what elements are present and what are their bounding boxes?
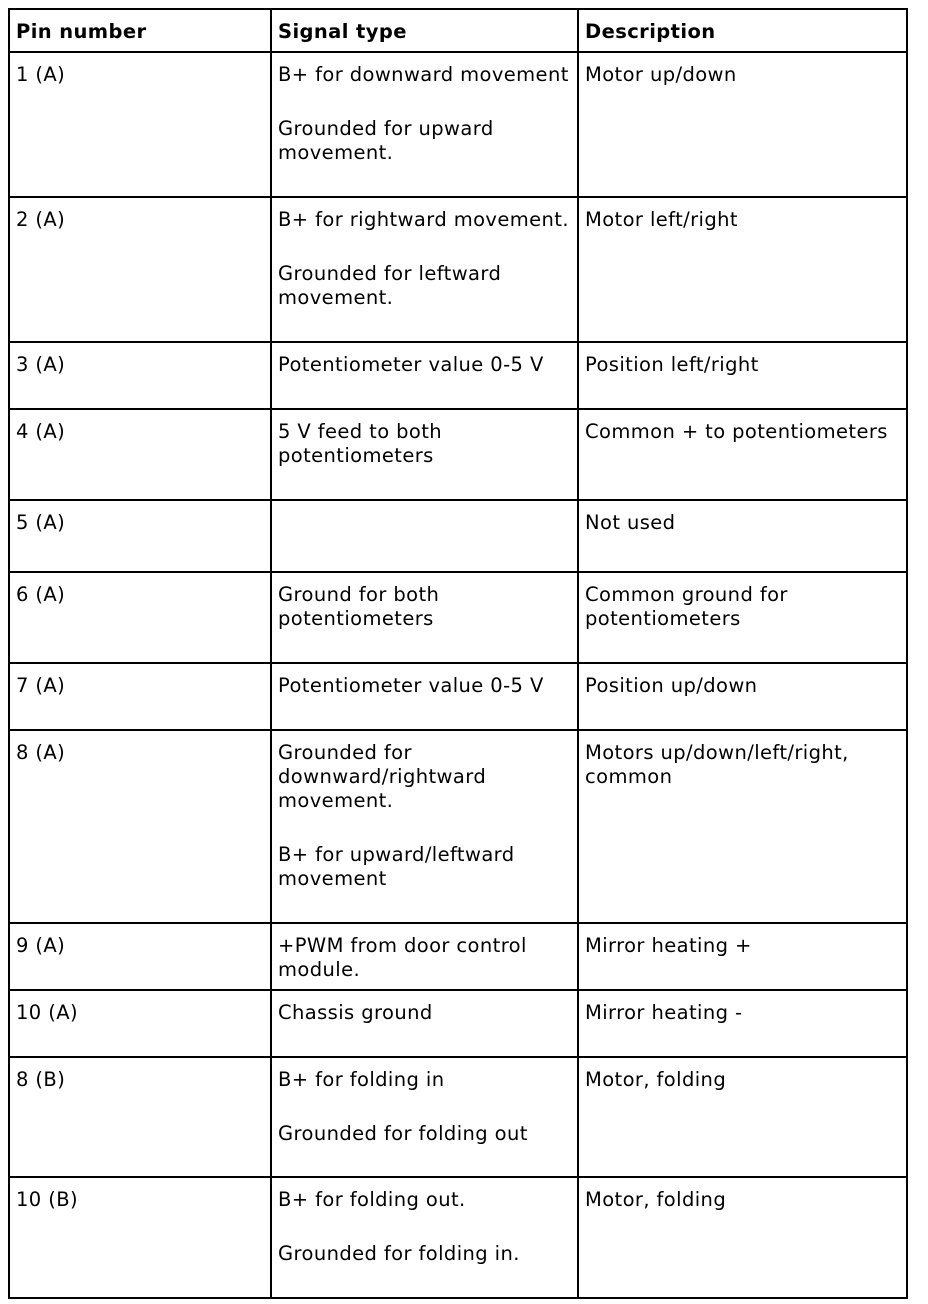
table-row (9, 52, 907, 197)
signal-type-cell (271, 197, 578, 342)
signal-type-text: +PWM from door control module. (278, 934, 527, 981)
table-header (9, 9, 907, 52)
signal-type-text: Potentiometer value 0-5 V (278, 353, 544, 376)
description-cell: Position up/down (578, 663, 907, 730)
signal-type-text: Grounded for upward movement. (278, 117, 494, 164)
description-cell: Motors up/down/left/right, common (578, 730, 907, 923)
description-cell: Common + to potentiometers (578, 409, 907, 500)
signal-type-cell (271, 1057, 578, 1177)
signal-type-text: Grounded for downward/rightward movement. (278, 741, 487, 812)
description-cell: Mirror heating + (578, 923, 907, 990)
signal-type-header: Signal type (271, 9, 578, 52)
table-row (9, 342, 907, 409)
signal-type-cell (271, 663, 578, 730)
table-row (9, 197, 907, 342)
pin-number-cell: 10 (B) (9, 1177, 271, 1298)
table-row (9, 923, 907, 990)
signal-type-cell (271, 409, 578, 500)
table-row (9, 409, 907, 500)
pin-number-cell: 10 (A) (9, 990, 271, 1057)
pin-number-cell: 8 (B) (9, 1057, 271, 1177)
pin-number-cell: 5 (A) (9, 500, 271, 572)
signal-type-cell (271, 1177, 578, 1298)
signal-type-text: B+ for folding out. (278, 1188, 466, 1211)
pin-number-cell: 7 (A) (9, 663, 271, 730)
table-row (9, 1177, 907, 1298)
pin-number-cell: 3 (A) (9, 342, 271, 409)
table-row (9, 990, 907, 1057)
signal-type-text: Grounded for folding out (278, 1122, 528, 1145)
pin-assignment-table (8, 8, 908, 1299)
pin-number-cell: 6 (A) (9, 572, 271, 663)
signal-type-text: Potentiometer value 0-5 V (278, 674, 544, 697)
description-cell: Mirror heating - (578, 990, 907, 1057)
signal-type-text: Grounded for leftward movement. (278, 262, 502, 309)
description-cell: Motor left/right (578, 197, 907, 342)
signal-type-cell (271, 342, 578, 409)
pin-number-cell: 1 (A) (9, 52, 271, 197)
signal-type-text: Ground for both potentiometers (278, 583, 440, 630)
signal-type-text: B+ for upward/leftward movement (278, 843, 515, 890)
table-row (9, 730, 907, 923)
description-header: Description (578, 9, 907, 52)
table-row (9, 500, 907, 572)
description-cell: Common ground for potentiometers (578, 572, 907, 663)
table-row (9, 572, 907, 663)
signal-type-text: Grounded for folding in. (278, 1242, 520, 1265)
description-cell: Motor up/down (578, 52, 907, 197)
signal-type-cell (271, 730, 578, 923)
signal-type-text: 5 V feed to both potentiometers (278, 420, 443, 467)
signal-type-cell (271, 572, 578, 663)
description-cell: Not used (578, 500, 907, 572)
description-cell: Position left/right (578, 342, 907, 409)
signal-type-cell (271, 500, 578, 572)
signal-type-text: B+ for folding in (278, 1068, 445, 1091)
signal-type-text: B+ for downward movement (278, 63, 569, 86)
signal-type-cell (271, 923, 578, 990)
table-row (9, 1057, 907, 1177)
pin-number-header: Pin number (9, 9, 271, 52)
header-row (9, 9, 907, 52)
signal-type-text: B+ for rightward movement. (278, 208, 569, 231)
description-cell: Motor, folding (578, 1057, 907, 1177)
table-body (9, 52, 907, 1298)
pin-number-cell: 2 (A) (9, 197, 271, 342)
pin-number-cell: 8 (A) (9, 730, 271, 923)
table-row (9, 663, 907, 730)
signal-type-cell (271, 990, 578, 1057)
pin-number-cell: 9 (A) (9, 923, 271, 990)
pin-number-cell: 4 (A) (9, 409, 271, 500)
description-cell: Motor, folding (578, 1177, 907, 1298)
signal-type-cell (271, 52, 578, 197)
signal-type-text: Chassis ground (278, 1001, 433, 1024)
